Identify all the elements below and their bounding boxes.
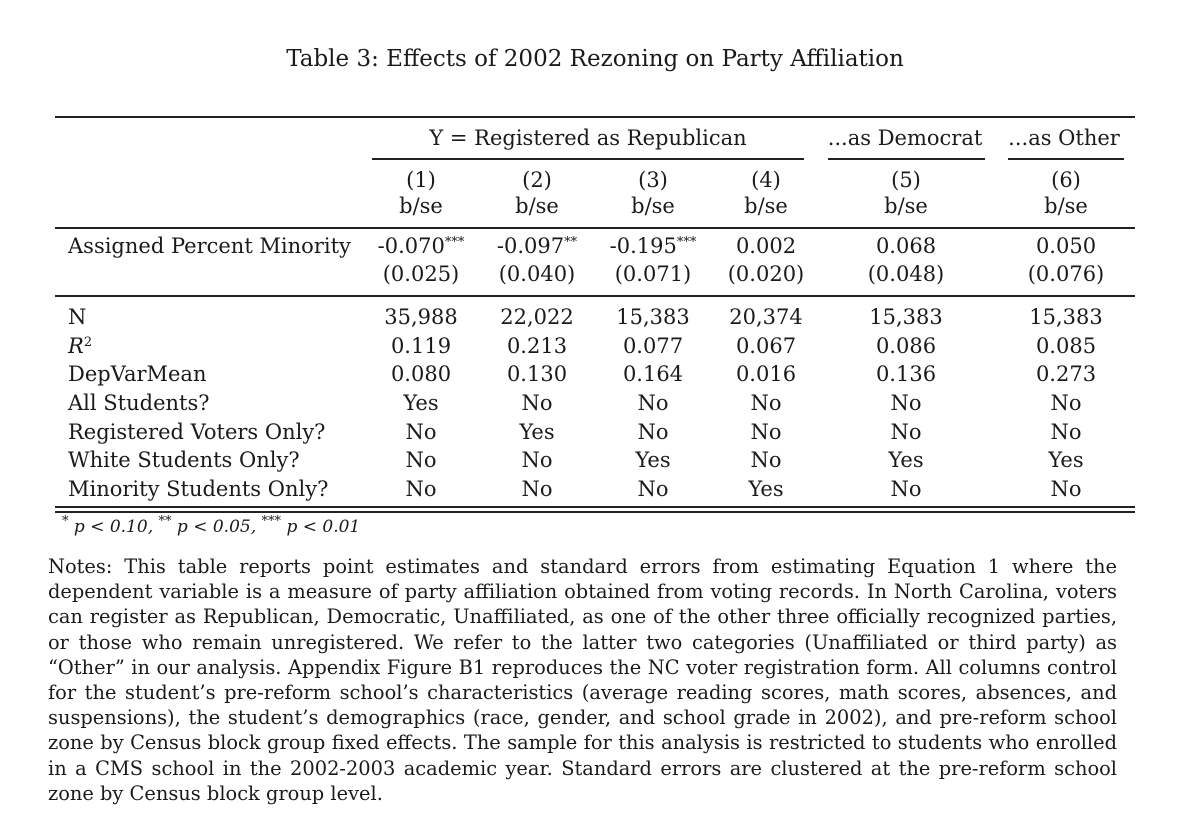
- coef-std-error: (0.071): [614, 262, 692, 286]
- significance-footnote: [62, 514, 361, 537]
- stat-cell: 0.085: [1035, 334, 1097, 358]
- coef-std-error: (0.040): [498, 262, 576, 286]
- column-stat-label: b/se: [744, 194, 788, 218]
- stat-label-superscript: 2: [83, 335, 93, 350]
- top-rule: [55, 116, 1135, 118]
- stat-row-label: [68, 304, 86, 330]
- stat-label-text: Registered Voters Only?: [68, 420, 326, 444]
- stat-cell: 0.077: [622, 334, 684, 358]
- group-rule-republican: [372, 158, 804, 160]
- coef-estimate: [876, 233, 936, 259]
- stat-cell: 0.086: [875, 334, 937, 358]
- coef-estimate: [378, 233, 465, 259]
- coef-value: -0.070: [377, 234, 445, 258]
- stat-cell: 0.016: [735, 362, 797, 386]
- column-stat-label: b/se: [515, 194, 559, 218]
- coef-std-error: (0.025): [382, 262, 460, 286]
- coef-estimate: [1036, 233, 1096, 259]
- stat-cell: 0.119: [390, 334, 452, 358]
- group-rule-democrat: [828, 158, 985, 160]
- group-header-republican: Y = Registered as Republican: [429, 126, 747, 150]
- bottom-rule-1: [55, 506, 1135, 508]
- stat-cell: 0.067: [735, 334, 797, 358]
- column-stat-label: b/se: [884, 194, 928, 218]
- column-stat-label: b/se: [399, 194, 443, 218]
- column-number: (4): [751, 168, 781, 192]
- star-3: ***: [261, 514, 282, 529]
- stat-row-label: [68, 447, 300, 473]
- stat-cell: No: [405, 477, 437, 501]
- star-2: **: [158, 514, 172, 529]
- stat-cell: 15,383: [616, 305, 690, 329]
- column-stat-label: b/se: [1044, 194, 1088, 218]
- stat-row-label: [68, 390, 210, 416]
- coef-value: 0.050: [1035, 234, 1097, 258]
- coef-estimate: [610, 233, 697, 259]
- stat-label-text: All Students?: [68, 391, 210, 415]
- coef-stars: ***: [676, 235, 697, 250]
- coef-value: 0.002: [735, 234, 797, 258]
- stat-cell: No: [1050, 391, 1082, 415]
- stat-cell: 0.273: [1035, 362, 1097, 386]
- stat-cell: No: [750, 448, 782, 472]
- coef-std-error: (0.048): [867, 262, 945, 286]
- stat-cell: No: [405, 448, 437, 472]
- coef-value: -0.097: [496, 234, 565, 258]
- stat-row-label: [68, 419, 325, 445]
- stat-label-text: DepVarMean: [68, 362, 207, 386]
- stat-cell: 0.080: [390, 362, 452, 386]
- stat-cell: No: [521, 391, 553, 415]
- stat-cell: 20,374: [729, 305, 803, 329]
- group-rule-other: [1008, 158, 1124, 160]
- coef-stars: **: [564, 235, 578, 250]
- group-header-other: ...as Other: [1008, 126, 1120, 150]
- group-header-democrat: ...as Democrat: [827, 126, 983, 150]
- stat-cell: No: [405, 420, 437, 444]
- stat-cell: 15,383: [1029, 305, 1103, 329]
- header-rule: [55, 227, 1135, 229]
- stat-cell: 22,022: [500, 305, 574, 329]
- stat-cell: 0.136: [875, 362, 937, 386]
- stat-cell: Yes: [888, 448, 924, 472]
- footnote-p10: p < 0.10,: [73, 517, 154, 537]
- stat-cell: Yes: [1048, 448, 1084, 472]
- coef-row-label: Assigned Percent Minority: [68, 234, 351, 258]
- stat-cell: No: [750, 420, 782, 444]
- stat-label-text: White Students Only?: [68, 448, 300, 472]
- coef-value: 0.068: [875, 234, 937, 258]
- table-caption: Table 3: Effects of 2002 Rezoning on Party Affiliation: [286, 46, 904, 72]
- coef-estimate: [736, 233, 796, 259]
- stat-cell: No: [637, 477, 669, 501]
- stat-cell: No: [890, 477, 922, 501]
- stat-cell: No: [521, 448, 553, 472]
- coef-std-error: (0.076): [1027, 262, 1105, 286]
- stat-label-text: Minority Students Only?: [68, 477, 329, 501]
- column-number: (1): [406, 168, 436, 192]
- stat-cell: No: [1050, 477, 1082, 501]
- stat-cell: Yes: [403, 391, 439, 415]
- stat-cell: No: [890, 420, 922, 444]
- column-number: (2): [522, 168, 552, 192]
- stat-cell: Yes: [748, 477, 784, 501]
- stat-cell: Yes: [635, 448, 671, 472]
- column-number: (3): [638, 168, 668, 192]
- column-number: (6): [1051, 168, 1081, 192]
- stat-cell: No: [750, 391, 782, 415]
- table-notes: Notes: This table reports point estimates and standard errors from estimating Equation 1 where the dependent variable is a measure of party affiliation obtained from voting records. In North Carolina, voters can register as Republican, Democratic, Unaffiliated, as one of the other three officially recognized parties, or those who remain unregistered. We refer to the latter two categories (Unaffiliated or third party) as “Other” in our analysis. Appendix Figure B1 reproduces the NC voter registration form. All columns control for the student’s pre-reform school’s characteristics (average reading scores, math scores, absences, and suspensions), the student’s demographics (race, gender, and school grade in 2002), and pre-reform school zone by Census block group fixed effects. The sample for this analysis is restricted to students who enrolled in a CMS school in the 2002-2003 academic year. Standard errors are clustered at the pre-reform school zone by Census block group level.: [48, 555, 1117, 805]
- coef-stars: ***: [444, 235, 465, 250]
- stat-cell: No: [890, 391, 922, 415]
- stat-label-text: N: [68, 305, 87, 329]
- stat-cell: 35,988: [384, 305, 458, 329]
- stat-cell: No: [637, 391, 669, 415]
- footnote-p01: p < 0.01: [286, 517, 361, 537]
- coef-std-error: (0.020): [727, 262, 805, 286]
- star-1: *: [62, 514, 69, 529]
- stat-cell: 15,383: [869, 305, 943, 329]
- footnote-p05: p < 0.05,: [176, 517, 257, 537]
- stat-cell: 0.213: [506, 334, 568, 358]
- coef-value: -0.195: [609, 234, 677, 258]
- stat-cell: Yes: [519, 420, 555, 444]
- stat-row-label: [68, 333, 92, 359]
- coef-estimate: [497, 233, 577, 259]
- stat-cell: 0.164: [622, 362, 684, 386]
- bottom-rule-2: [55, 511, 1135, 513]
- stat-cell: No: [1050, 420, 1082, 444]
- stat-row-label: [68, 361, 206, 387]
- mid-rule: [55, 295, 1135, 297]
- column-number: (5): [891, 168, 921, 192]
- column-stat-label: b/se: [631, 194, 675, 218]
- stat-label-text: R: [68, 334, 84, 358]
- stat-row-label: [68, 476, 328, 502]
- stat-cell: No: [521, 477, 553, 501]
- stat-cell: No: [637, 420, 669, 444]
- stat-cell: 0.130: [506, 362, 568, 386]
